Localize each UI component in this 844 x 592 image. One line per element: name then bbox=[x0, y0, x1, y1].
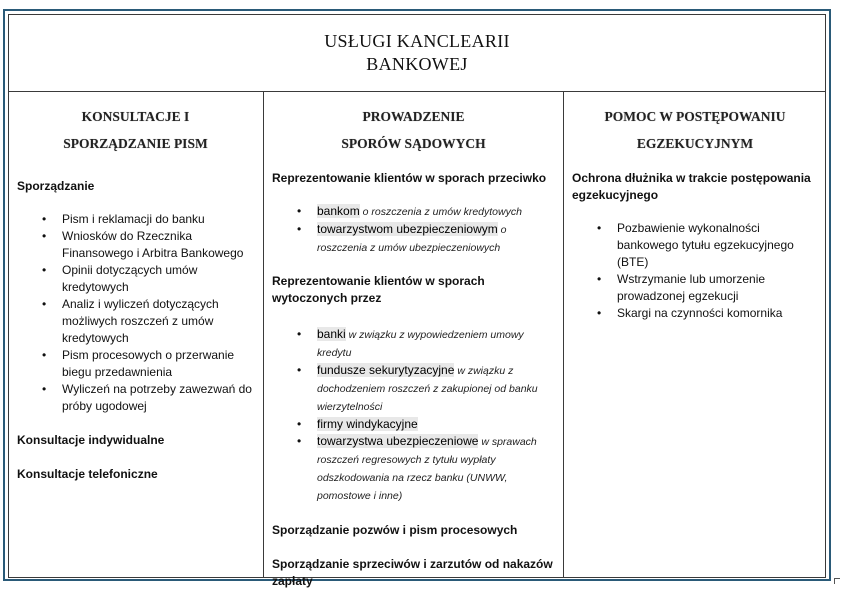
list-item: • Wstrzymanie lub umorzenie prowadzonej egzekucji bbox=[617, 271, 817, 305]
heading-line: KONSULTACJE I bbox=[81, 109, 190, 124]
corner-mark bbox=[834, 578, 840, 584]
list-item: • Wyliczeń na potrzeby zawezwań do próby ugodowej bbox=[62, 381, 262, 415]
list-item: • Analiz i wyliczeń dotyczących możliwych roszczeń z umów kredytowych bbox=[62, 296, 262, 347]
list-item: • Pism i reklamacji do banku bbox=[62, 211, 262, 228]
item-description: w związku z wypowiedzeniem umowy kredytu bbox=[317, 329, 524, 359]
list-item bbox=[317, 362, 553, 416]
heading-line: EGZEKUCYJNYM bbox=[636, 136, 754, 151]
column-heading bbox=[564, 103, 826, 157]
list-item: • Wniosków do Rzecznika Finansowego i Arbitra Bankowego bbox=[62, 228, 262, 262]
item-description: w sprawach roszczeń regresowych z tytułu wypłaty odszkodowania na rzecz banku (UNWW, pomostowe i inne) bbox=[317, 436, 537, 502]
section-title: Konsultacje telefoniczne bbox=[17, 467, 158, 481]
list-item bbox=[317, 416, 553, 433]
item-term: towarzystwom ubezpieczeniowym bbox=[317, 222, 498, 236]
heading-line: POMOC W POSTĘPOWANIU bbox=[604, 109, 786, 124]
list-item: • Pism procesowych o przerwanie biegu przedawnienia bbox=[62, 347, 262, 381]
item-description: w związku z dochodzeniem roszczeń z zakupionej od banku wierzytelności bbox=[317, 365, 538, 413]
section-title: Reprezentowanie klientów w sporach wytoczonych przez bbox=[272, 274, 485, 305]
item-term: banki bbox=[317, 327, 346, 341]
list-item bbox=[317, 433, 553, 505]
item-term: firmy windykacyjne bbox=[317, 417, 418, 431]
item-term: towarzystwa ubezpieczeniowe bbox=[317, 434, 479, 448]
heading-line: SPORÓW SĄDOWYCH bbox=[341, 136, 486, 151]
item-description: o roszczenia z umów kredytowych bbox=[359, 206, 522, 218]
service-list bbox=[617, 220, 817, 322]
column-konsultacje bbox=[8, 92, 264, 578]
list-item bbox=[317, 203, 547, 221]
title-line-1: USŁUGI KANCLEARII bbox=[324, 30, 510, 51]
column-postepowanie-egzekucyjne bbox=[564, 92, 826, 578]
list-item: • Pozbawienie wykonalności bankowego tytułu egzekucyjnego (BTE) bbox=[617, 220, 817, 271]
column-heading bbox=[264, 103, 563, 157]
section-title: Ochrona dłużnika w trakcie postępowania egzekucyjnego bbox=[572, 171, 811, 202]
list-item bbox=[317, 221, 547, 257]
section-title: Sporządzanie pozwów i pism procesowych bbox=[272, 523, 518, 537]
item-description: o roszczenia z umów ubezpieczeniowych bbox=[317, 224, 507, 254]
heading-line: SPORZĄDZANIE PISM bbox=[63, 136, 208, 151]
document-title bbox=[8, 14, 826, 92]
column-spory-sadowe bbox=[264, 92, 564, 588]
service-list bbox=[62, 211, 262, 415]
service-list bbox=[317, 326, 553, 505]
service-list bbox=[317, 203, 547, 257]
title-line-2: BANKOWEJ bbox=[366, 53, 468, 74]
heading-line: PROWADZENIE bbox=[362, 109, 465, 124]
item-term: bankom bbox=[317, 204, 360, 218]
list-item bbox=[317, 326, 553, 362]
section-title: Konsultacje indywidualne bbox=[17, 433, 165, 447]
list-item: • Skargi na czynności komornika bbox=[617, 305, 817, 322]
section-title: Reprezentowanie klientów w sporach przeciwko bbox=[272, 171, 547, 185]
column-heading bbox=[8, 103, 263, 157]
section-title: Sporządzanie sprzeciwów i zarzutów od nakazów zapłaty bbox=[272, 557, 553, 588]
item-term: fundusze sekurytyzacyjne bbox=[317, 363, 455, 377]
section-title: Sporządzanie bbox=[17, 179, 95, 193]
list-item: • Opinii dotyczących umów kredytowych bbox=[62, 262, 262, 296]
